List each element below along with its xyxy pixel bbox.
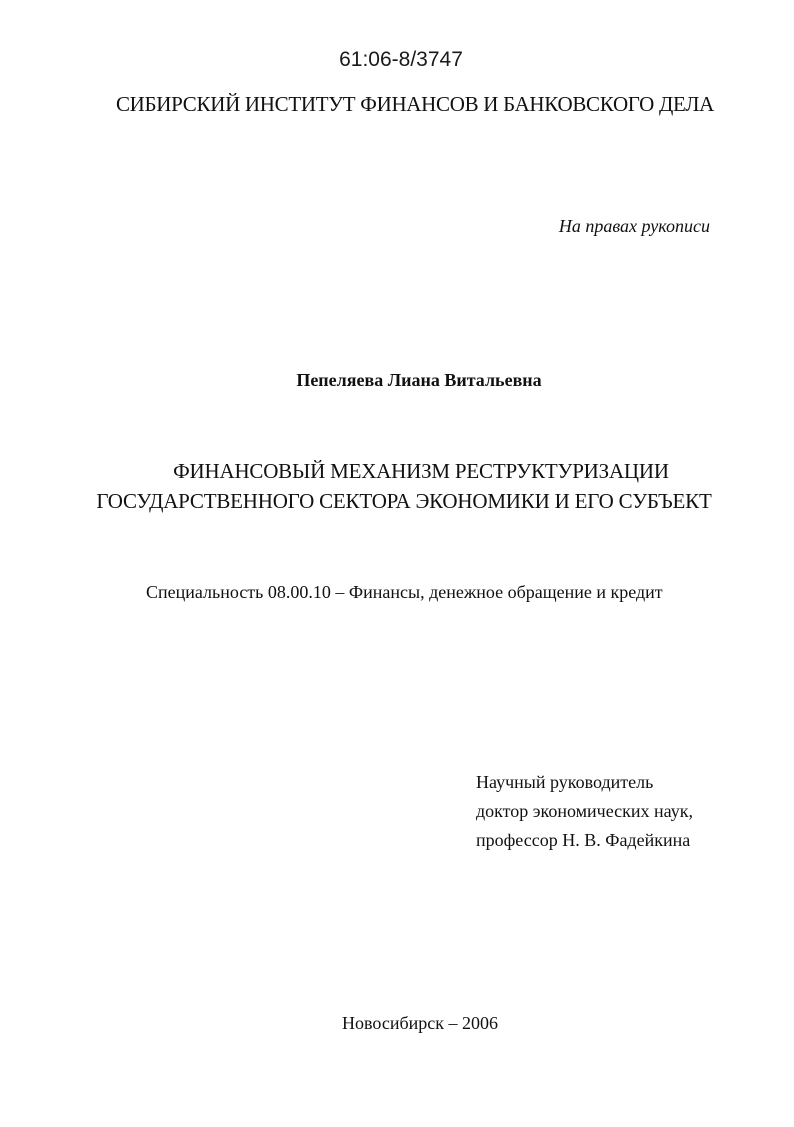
archive-stamp-number: 61:06-8/3747 — [339, 48, 463, 71]
specialty: Специальность 08.00.10 – Финансы, денежное обращение и кредит — [146, 582, 663, 602]
thesis-title-line-2: ГОСУДАРСТВЕННОГО СЕКТОРА ЭКОНОМИКИ И ЕГО СУБЪЕКТ — [96, 489, 712, 513]
institution-name: СИБИРСКИЙ ИНСТИТУТ ФИНАНСОВ И БАНКОВСКОГО ДЕЛА — [115, 92, 715, 116]
place-and-year: Новосибирск – 2006 — [342, 1013, 498, 1033]
supervisor-block — [476, 768, 693, 855]
supervisor-degree: доктор экономических наук, — [476, 801, 693, 821]
supervisor-name: профессор Н. В. Фадейкина — [476, 830, 691, 850]
supervisor-role: Научный руководитель — [476, 772, 654, 792]
author-name: Пепеляева Лиана Витальевна — [296, 370, 542, 390]
thesis-title-line-1: ФИНАНСОВЫЙ МЕХАНИЗМ РЕСТРУКТУРИЗАЦИИ — [173, 459, 669, 483]
manuscript-rights-note: На правах рукописи — [558, 216, 710, 236]
